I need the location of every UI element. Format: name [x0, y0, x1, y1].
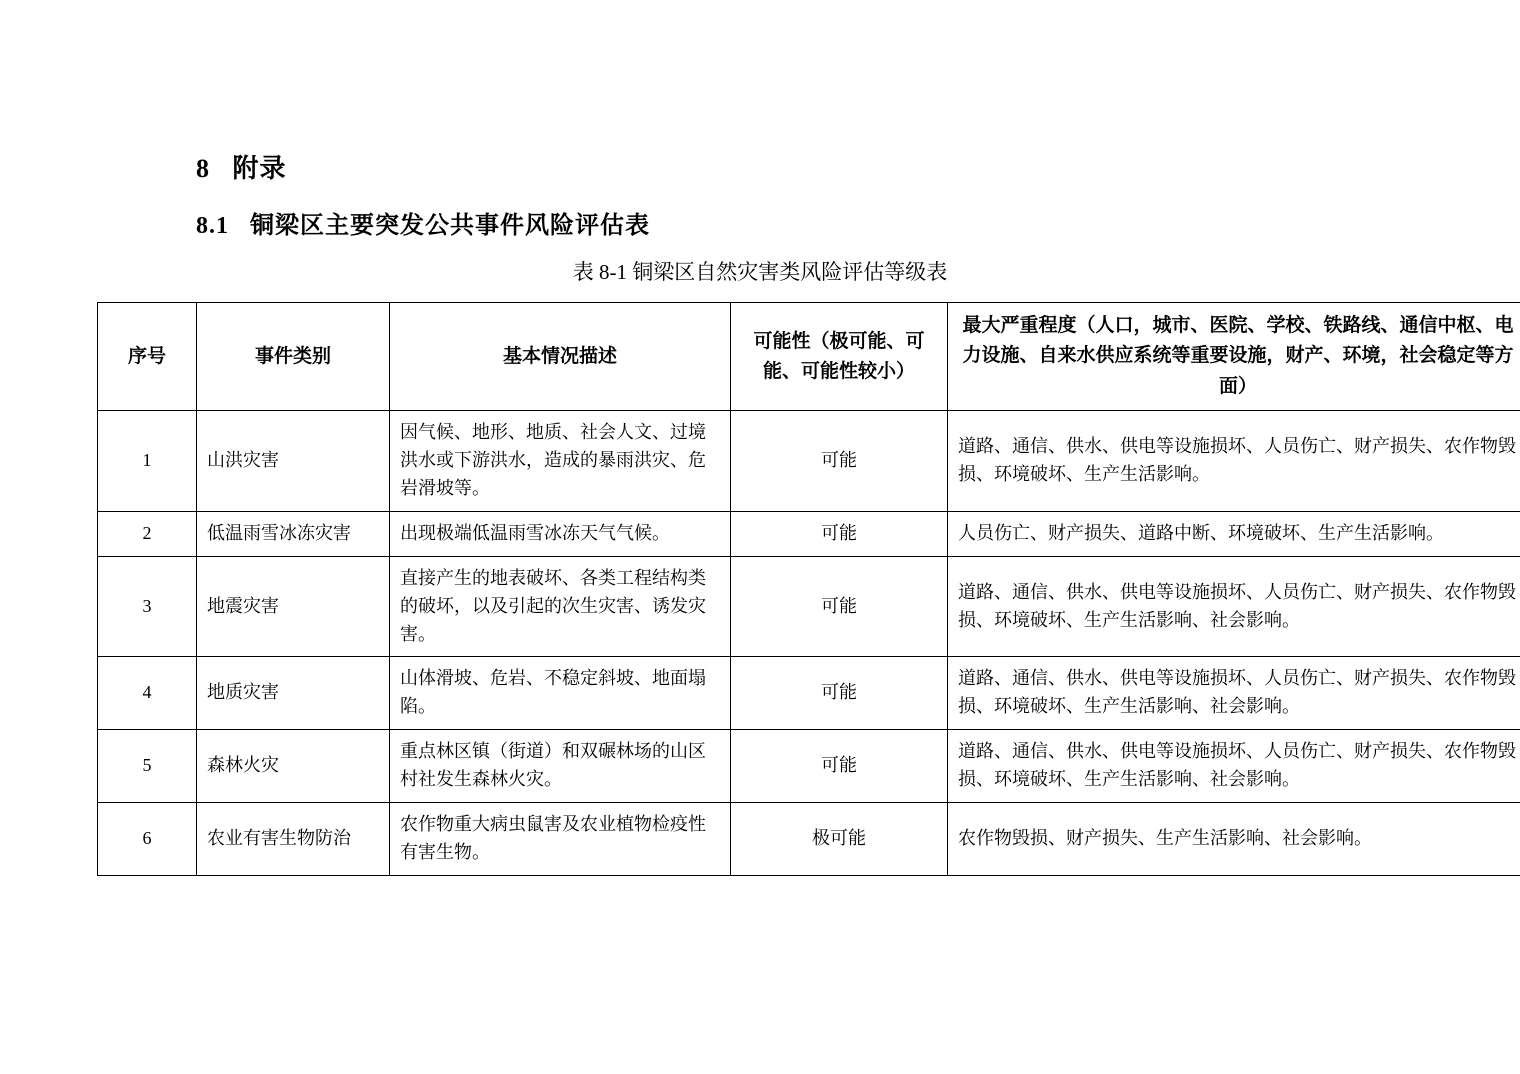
cell-severity: 道路、通信、供水、供电等设施损坏、人员伤亡、财产损失、农作物毁损、环境破坏、生产生活影响、社会影响。: [948, 730, 1520, 803]
cell-description: 农作物重大病虫鼠害及农业植物检疫性有害生物。: [390, 802, 731, 875]
cell-severity: 人员伤亡、财产损失、道路中断、环境破坏、生产生活影响。: [948, 511, 1520, 556]
column-header-description: 基本情况描述: [390, 303, 731, 411]
cell-severity: 道路、通信、供水、供电等设施损坏、人员伤亡、财产损失、农作物毁损、环境破坏、生产生活影响。: [948, 411, 1520, 512]
cell-description: 山体滑坡、危岩、不稳定斜坡、地面塌陷。: [390, 657, 731, 730]
cell-description: 重点林区镇（街道）和双碾林场的山区村社发生森林火灾。: [390, 730, 731, 803]
cell-probability: 极可能: [731, 802, 948, 875]
cell-description: 因气候、地形、地质、社会人文、过境洪水或下游洪水，造成的暴雨洪灾、危岩滑坡等。: [390, 411, 731, 512]
cell-no: 5: [98, 730, 197, 803]
cell-severity: 农作物毁损、财产损失、生产生活影响、社会影响。: [948, 802, 1520, 875]
cell-no: 3: [98, 556, 197, 657]
cell-category: 山洪灾害: [197, 411, 390, 512]
table-row: [98, 730, 1520, 803]
column-header-probability: 可能性（极可能、可能、可能性较小）: [731, 303, 948, 411]
cell-category: 地震灾害: [197, 556, 390, 657]
cell-probability: 可能: [731, 730, 948, 803]
cell-no: 4: [98, 657, 197, 730]
table-row: [98, 556, 1520, 657]
cell-probability: 可能: [731, 657, 948, 730]
table-body: [98, 411, 1520, 876]
column-header-no: 序号: [98, 303, 197, 411]
cell-severity: 道路、通信、供水、供电等设施损坏、人员伤亡、财产损失、农作物毁损、环境破坏、生产生活影响、社会影响。: [948, 657, 1520, 730]
cell-description: 出现极端低温雨雪冰冻天气气候。: [390, 511, 731, 556]
cell-probability: 可能: [731, 411, 948, 512]
table-row: [98, 802, 1520, 875]
cell-category: 农业有害生物防治: [197, 802, 390, 875]
section-heading: 8 附录: [196, 154, 287, 183]
table-header: [98, 303, 1520, 411]
risk-assessment-table: [97, 302, 1520, 876]
column-header-category: 事件类别: [197, 303, 390, 411]
table-header-row: [98, 303, 1520, 411]
table-caption: 表 8-1 铜梁区自然灾害类风险评估等级表: [572, 260, 948, 284]
cell-description: 直接产生的地表破坏、各类工程结构类的破坏，以及引起的次生灾害、诱发灾害。: [390, 556, 731, 657]
cell-no: 6: [98, 802, 197, 875]
cell-category: 地质灾害: [197, 657, 390, 730]
column-header-severity: 最大严重程度（人口，城市、医院、学校、铁路线、通信中枢、电力设施、自来水供应系统等重要设施，财产、环境，社会稳定等方面）: [948, 303, 1520, 411]
cell-severity: 道路、通信、供水、供电等设施损坏、人员伤亡、财产损失、农作物毁损、环境破坏、生产生活影响、社会影响。: [948, 556, 1520, 657]
cell-category: 森林火灾: [197, 730, 390, 803]
cell-probability: 可能: [731, 556, 948, 657]
cell-category: 低温雨雪冰冻灾害: [197, 511, 390, 556]
cell-no: 1: [98, 411, 197, 512]
cell-no: 2: [98, 511, 197, 556]
table-row: [98, 657, 1520, 730]
table-row: [98, 411, 1520, 512]
subsection-heading: 8.1 铜梁区主要突发公共事件风险评估表: [196, 213, 650, 239]
cell-probability: 可能: [731, 511, 948, 556]
table-row: [98, 511, 1520, 556]
